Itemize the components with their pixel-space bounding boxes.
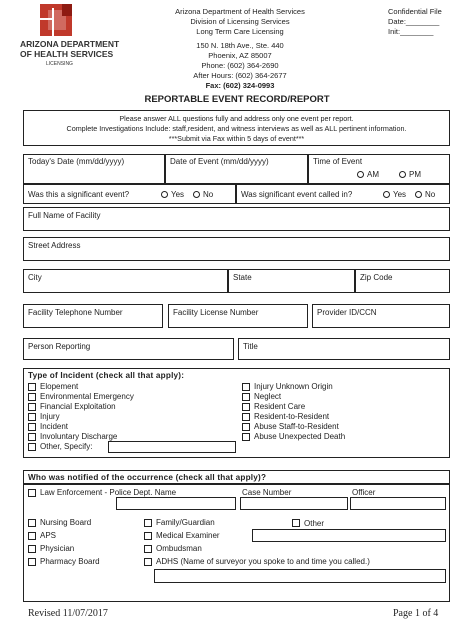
init-field[interactable]: Init:________ [388, 27, 434, 36]
aps-label: APS [40, 531, 57, 540]
instructions-line1: Please answer ALL questions fully and address only one event per report. [119, 114, 354, 123]
time-of-event-label: Time of Event [313, 157, 363, 166]
notified-heading-box [23, 470, 450, 484]
significant-no-label: No [203, 190, 214, 199]
incident-checkbox[interactable] [28, 423, 36, 431]
notified-section [23, 484, 450, 602]
environmental-emergency-checkbox[interactable] [28, 393, 36, 401]
provider-id-label: Provider ID/CCN [317, 308, 377, 317]
state-label: State [233, 273, 252, 282]
zip-code-label: Zip Code [360, 273, 393, 282]
abuse-staff-to-resident-checkbox[interactable] [242, 423, 250, 431]
adhs-checkbox[interactable] [144, 558, 152, 566]
pharmacy-board-label: Pharmacy Board [40, 557, 100, 566]
instructions-box [23, 110, 450, 146]
pm-label: PM [409, 170, 421, 179]
called-yes-radio[interactable] [383, 191, 390, 198]
injury-unknown-origin-checkbox[interactable] [242, 383, 250, 391]
ombudsman-checkbox[interactable] [144, 545, 152, 553]
medical-examiner-checkbox[interactable] [144, 532, 152, 540]
confidential-label: Confidential File [388, 7, 442, 16]
dept-line2: Division of Licensing Services [190, 17, 290, 26]
person-reporting-label: Person Reporting [28, 342, 91, 351]
neglect-label: Neglect [254, 392, 282, 401]
pm-radio[interactable] [399, 171, 406, 178]
other-specify-label: Other, Specify: [40, 442, 93, 451]
elopement-checkbox[interactable] [28, 383, 36, 391]
logo-text-line3: LICENSING [46, 61, 73, 67]
injury-unknown-origin-label: Injury Unknown Origin [254, 382, 333, 391]
significant-event-label: Was this a significant event? [28, 190, 130, 199]
facility-name-label: Full Name of Facility [28, 211, 101, 220]
neglect-checkbox[interactable] [242, 393, 250, 401]
significant-yes-radio[interactable] [161, 191, 168, 198]
financial-exploitation-label: Financial Exploitation [40, 402, 116, 411]
significant-event-row [23, 184, 236, 204]
nursing-board-checkbox[interactable] [28, 519, 36, 527]
title-label: Title [243, 342, 258, 351]
city-label: City [28, 273, 42, 282]
logo-mark-icon [22, 4, 102, 38]
injury-label: Injury [40, 412, 60, 421]
facility-license-label: Facility License Number [173, 308, 259, 317]
officer-input[interactable] [350, 497, 446, 510]
abuse-unexpected-death-label: Abuse Unexpected Death [254, 432, 346, 441]
adhs-logo [20, 4, 120, 67]
zip-code-field[interactable] [355, 269, 450, 293]
abuse-staff-to-resident-label: Abuse Staff-to-Resident [254, 422, 339, 431]
family-guardian-checkbox[interactable] [144, 519, 152, 527]
adhs-surveyor-input[interactable] [154, 569, 446, 583]
provider-id-field[interactable] [312, 304, 450, 328]
nursing-board-label: Nursing Board [40, 518, 92, 527]
called-no-radio[interactable] [415, 191, 422, 198]
todays-date-label: Today's Date (mm/dd/yyyy) [28, 157, 125, 166]
facility-phone-field[interactable] [23, 304, 163, 328]
resident-care-label: Resident Care [254, 402, 306, 411]
physician-checkbox[interactable] [28, 545, 36, 553]
financial-exploitation-checkbox[interactable] [28, 403, 36, 411]
notified-heading: Who was notified of the occurrence (check all that apply)? [28, 473, 267, 482]
law-enforcement-label: Law Enforcement - Police Dept. Name [40, 488, 177, 497]
city-field[interactable] [23, 269, 228, 293]
case-number-label: Case Number [242, 488, 292, 497]
family-guardian-label: Family/Guardian [156, 518, 215, 527]
after-hours-line: After Hours: (602) 364-2677 [193, 71, 287, 80]
person-reporting-field[interactable] [23, 338, 234, 360]
officer-label: Officer [352, 488, 376, 497]
logo-text-line1: ARIZONA DEPARTMENT [20, 39, 120, 49]
other-notified-label: Other [304, 519, 325, 528]
physician-label: Physician [40, 544, 75, 553]
facility-name-field[interactable] [23, 207, 450, 231]
incident-label: Incident [40, 422, 69, 431]
elopement-label: Elopement [40, 382, 79, 391]
other-notified-checkbox[interactable] [292, 519, 300, 527]
page-number: Page 1 of 4 [393, 608, 439, 619]
date-of-event-field[interactable] [165, 154, 308, 184]
called-yes-label: Yes [393, 190, 407, 199]
case-number-input[interactable] [240, 497, 348, 510]
medical-examiner-label: Medical Examiner [156, 531, 220, 540]
called-no-label: No [425, 190, 436, 199]
department-header [150, 7, 330, 91]
environmental-emergency-label: Environmental Emergency [40, 392, 134, 401]
office-use-block [388, 7, 442, 37]
other-specify-input[interactable] [108, 441, 236, 453]
facility-phone-label: Facility Telephone Number [28, 308, 123, 317]
adhs-label: ADHS (Name of surveyor you spoke to and time you called.) [156, 557, 370, 566]
instructions-line3: ***Submit via Fax within 5 days of event*** [168, 134, 305, 143]
abuse-unexpected-death-checkbox[interactable] [242, 433, 250, 441]
am-label: AM [367, 170, 379, 179]
dept-line1: Arizona Department of Health Services [175, 7, 305, 16]
police-dept-input[interactable] [116, 497, 236, 510]
law-enforcement-checkbox[interactable] [28, 489, 36, 497]
injury-checkbox[interactable] [28, 413, 36, 421]
dept-line3: Long Term Care Licensing [196, 27, 284, 36]
resident-to-resident-label: Resident-to-Resident [254, 412, 330, 421]
facility-license-field[interactable] [168, 304, 308, 328]
logo-text-line2: OF HEALTH SERVICES [20, 49, 114, 59]
other-specify-checkbox[interactable] [28, 443, 36, 451]
state-field[interactable] [228, 269, 355, 293]
date-of-event-label: Date of Event (mm/dd/yyyy) [170, 157, 269, 166]
involuntary-discharge-checkbox[interactable] [28, 433, 36, 441]
title-field[interactable] [238, 338, 450, 360]
aps-checkbox[interactable] [28, 532, 36, 540]
fax-line: Fax: (602) 324-0993 [205, 81, 275, 90]
ombudsman-label: Ombudsman [156, 544, 202, 553]
address-line2: Phoenix, AZ 85007 [208, 51, 272, 60]
instructions-line2: Complete Investigations Include: staff,resident, and witness interviews as well as ALL pertinent information. [66, 124, 407, 133]
resident-to-resident-checkbox[interactable] [242, 413, 250, 421]
form-title: REPORTABLE EVENT RECORD/REPORT [144, 94, 330, 105]
todays-date-field[interactable] [23, 154, 165, 184]
revised-date: Revised 11/07/2017 [28, 608, 108, 619]
significant-called-row [236, 184, 450, 204]
significant-no-radio[interactable] [193, 191, 200, 198]
significant-called-label: Was significant event called in? [241, 190, 353, 199]
date-field[interactable]: Date:________ [388, 17, 440, 26]
incident-type-heading: Type of Incident (check all that apply): [28, 371, 185, 380]
street-address-field[interactable] [23, 237, 450, 261]
involuntary-discharge-label: Involuntary Discharge [40, 432, 118, 441]
address-line1: 150 N. 18th Ave., Ste. 440 [196, 41, 284, 50]
other-notified-input[interactable] [252, 529, 446, 542]
street-address-label: Street Address [28, 241, 81, 250]
time-of-event-field[interactable] [308, 154, 450, 184]
significant-yes-label: Yes [171, 190, 185, 199]
phone-line: Phone: (602) 364-2690 [201, 61, 279, 70]
pharmacy-board-checkbox[interactable] [28, 558, 36, 566]
incident-type-section [23, 368, 450, 458]
am-radio[interactable] [357, 171, 364, 178]
resident-care-checkbox[interactable] [242, 403, 250, 411]
